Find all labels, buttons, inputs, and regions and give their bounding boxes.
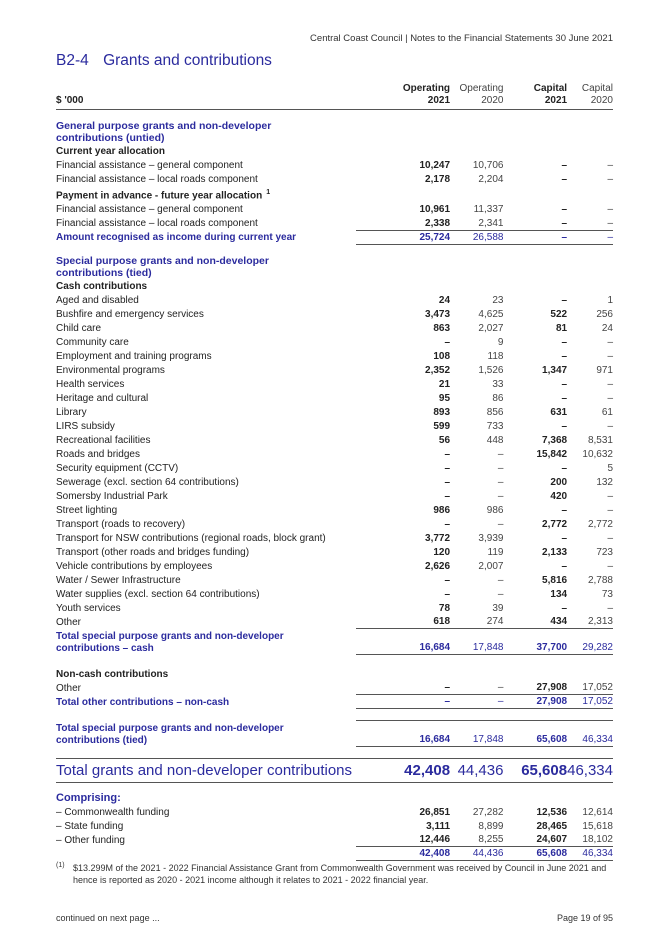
comprising-heading-text: Comprising:	[56, 791, 121, 804]
current-year-heading	[56, 144, 613, 158]
value-capital-2021: –	[561, 560, 568, 572]
row-label: Financial assistance – general component	[56, 160, 243, 171]
value-operating-2020: 4,625	[478, 308, 504, 320]
value-operating-2020: 986	[486, 504, 504, 516]
table-row	[56, 545, 613, 559]
table-row	[56, 531, 613, 545]
table-row	[56, 321, 613, 335]
value-capital-2021: 7,368	[542, 434, 568, 446]
value-capital-2021: –	[561, 392, 568, 404]
value-capital-2020: 24	[601, 322, 613, 334]
value-operating-2020: 44,436	[450, 759, 503, 783]
value-capital-2020: –	[607, 336, 613, 348]
row-label: – State funding	[56, 820, 124, 832]
row-label: Employment and training programs	[56, 350, 212, 362]
value-capital-2021: –	[561, 462, 568, 474]
table-row	[56, 349, 613, 363]
value-operating-2021: –	[444, 574, 451, 586]
table-row	[56, 158, 613, 172]
value-operating-2021: 24	[438, 294, 451, 306]
table-row	[56, 293, 613, 307]
value-operating-2021: 2,352	[425, 364, 451, 376]
cash-contributions-heading-text: Cash contributions	[56, 280, 148, 292]
footnote	[56, 862, 616, 886]
table-row	[56, 559, 613, 573]
value-operating-2021: 2,338	[425, 217, 451, 229]
value-operating-2020: 118	[487, 350, 504, 362]
value-operating-2020: 39	[492, 602, 504, 614]
value-operating-2021: –	[444, 518, 451, 530]
value-capital-2020: 971	[596, 364, 613, 376]
value-operating-2021: 863	[433, 322, 451, 334]
value-capital-2020: –	[607, 490, 613, 502]
row-label: Library	[56, 406, 87, 418]
value-operating-2021: 3,111	[426, 820, 451, 832]
value-operating-2021: 3,772	[425, 532, 451, 544]
row-label: Bushfire and emergency services	[56, 308, 204, 320]
units-label: $ '000	[56, 83, 356, 110]
value-operating-2021: 10,961	[419, 204, 451, 216]
value-operating-2021: 21	[438, 378, 451, 390]
value-capital-2021: 28,465	[536, 820, 568, 832]
row-label: Transport (roads to recovery)	[56, 518, 186, 530]
value-operating-2021: 16,684	[356, 721, 450, 747]
value-operating-2021: –	[444, 588, 451, 600]
table-row	[56, 405, 613, 419]
value-operating-2021: 986	[433, 504, 451, 516]
value-capital-2021: –	[503, 230, 567, 244]
table-row	[56, 461, 613, 475]
value-operating-2020: –	[497, 462, 504, 474]
section-title	[56, 52, 272, 70]
value-operating-2020: 26,588	[450, 230, 503, 244]
value-capital-2021: 65,608	[503, 759, 567, 783]
value-operating-2021: 12,446	[419, 834, 451, 846]
spacer	[56, 709, 613, 721]
value-capital-2020: –	[607, 217, 613, 229]
value-operating-2020: –	[450, 695, 503, 709]
value-operating-2020: 733	[486, 420, 504, 432]
row-label: Security equipment (CCTV)	[56, 462, 179, 474]
value-operating-2021: 26,851	[419, 806, 451, 818]
footnote-marker: (1)	[56, 862, 65, 869]
value-capital-2020: –	[607, 560, 613, 572]
value-operating-2020: 8,255	[478, 834, 504, 846]
row-label: – Commonwealth funding	[56, 806, 170, 818]
value-capital-2020: 46,334	[567, 721, 613, 747]
noncash-heading-text: Non-cash contributions	[56, 668, 169, 680]
value-capital-2021: –	[561, 160, 568, 171]
table-row	[56, 391, 613, 405]
table-row	[56, 517, 613, 531]
value-operating-2020: 3,939	[478, 532, 504, 544]
value-capital-2020: –	[567, 230, 613, 244]
value-operating-2021: –	[444, 490, 451, 502]
value-capital-2020: 73	[601, 588, 613, 600]
table-row	[56, 601, 613, 615]
row-label: Heritage and cultural	[56, 392, 149, 404]
value-operating-2020: –	[497, 588, 504, 600]
row-label: Health services	[56, 378, 125, 390]
row-label: Community care	[56, 336, 129, 348]
value-capital-2020: 2,313	[587, 616, 613, 628]
table-row	[56, 202, 613, 216]
value-operating-2020: 17,848	[450, 629, 503, 655]
value-operating-2021: 618	[433, 616, 451, 628]
value-operating-2021: 95	[438, 392, 451, 404]
table-row	[56, 433, 613, 447]
value-capital-2021: –	[561, 378, 568, 390]
row-label: Water / Sewer Infrastructure	[56, 574, 181, 586]
value-capital-2020: 132	[596, 476, 613, 488]
general-total-row	[56, 230, 613, 244]
row-label: Other	[56, 682, 82, 694]
value-capital-2020: 2,772	[587, 518, 613, 530]
row-label: Total other contributions – non-cash	[56, 696, 230, 708]
col-capital-2020: Capital 2020	[567, 83, 613, 110]
row-label: Transport for NSW contributions (regional roads, block grant)	[56, 532, 326, 544]
value-capital-2021: 631	[550, 406, 568, 418]
value-capital-2021: –	[561, 420, 568, 432]
row-label: – Other funding	[56, 834, 125, 846]
value-capital-2021: 522	[550, 308, 568, 320]
value-capital-2020: –	[607, 350, 613, 362]
value-operating-2020: –	[497, 448, 504, 460]
value-operating-2020: 23	[492, 294, 504, 306]
value-capital-2020: 723	[596, 546, 613, 558]
value-capital-2021: 434	[550, 616, 568, 628]
table-row	[56, 573, 613, 587]
row-label: Somersby Industrial Park	[56, 490, 168, 502]
value-capital-2020: –	[607, 204, 613, 216]
total-cash-row	[56, 629, 613, 655]
row-label: Aged and disabled	[56, 294, 139, 306]
value-capital-2020: –	[607, 602, 613, 614]
grand-total-row	[56, 759, 613, 783]
general-purpose-heading-text: General purpose grants and non-developer contributions (untied)	[56, 120, 272, 144]
table-row	[56, 363, 613, 377]
row-label: Transport (other roads and bridges funding)	[56, 546, 250, 558]
value-capital-2020: –	[607, 532, 613, 544]
row-label: Vehicle contributions by employees	[56, 560, 213, 572]
value-capital-2021: –	[561, 532, 568, 544]
value-capital-2021: 420	[550, 490, 568, 502]
row-label: Sewerage (excl. section 64 contributions)	[56, 476, 239, 488]
row-label: Environmental programs	[56, 364, 165, 376]
value-capital-2021: 134	[550, 588, 568, 600]
table-row	[56, 681, 613, 695]
value-capital-2020: 61	[601, 406, 613, 418]
value-capital-2020: –	[607, 174, 613, 185]
section-number: B2-4	[56, 52, 89, 69]
row-label: Youth services	[56, 602, 121, 614]
spacer	[56, 747, 613, 759]
value-operating-2021: 16,684	[356, 629, 450, 655]
table-row	[56, 419, 613, 433]
value-capital-2021: 1,347	[542, 364, 568, 376]
current-year-heading-text: Current year allocation	[56, 146, 165, 157]
spacer-cell	[56, 747, 613, 759]
table-header-row	[56, 83, 613, 110]
spacer	[56, 655, 613, 667]
value-capital-2021: –	[561, 294, 568, 306]
value-operating-2021: –	[356, 695, 450, 709]
advance-payment-heading-text: Payment in advance - future year allocation $^1$	[56, 189, 271, 202]
grants-table	[56, 83, 613, 861]
value-operating-2021: 2,626	[425, 560, 451, 572]
table-row	[56, 833, 613, 847]
special-purpose-heading-text: Special purpose grants and non-developer contributions (tied)	[56, 254, 269, 279]
value-capital-2021: –	[561, 602, 568, 614]
value-capital-2020: 10,632	[582, 448, 613, 460]
col-operating-2021: Operating 2021	[356, 83, 450, 110]
value-capital-2020: 46,334	[567, 847, 613, 861]
value-operating-2021: 42,408	[356, 759, 450, 783]
value-capital-2020: 46,334	[567, 759, 613, 783]
continued-note: continued on next page ...	[56, 913, 160, 923]
row-label: Street lighting	[56, 504, 118, 516]
value-operating-2020: 44,436	[450, 847, 503, 861]
value-capital-2020: 8,531	[587, 434, 613, 446]
value-capital-2021: 37,700	[503, 629, 567, 655]
value-capital-2021: –	[561, 217, 568, 229]
value-capital-2021: 2,133	[542, 546, 568, 558]
value-operating-2020: –	[497, 518, 504, 530]
value-operating-2020: 27,282	[472, 806, 504, 818]
value-operating-2021: 2,178	[425, 174, 451, 185]
value-operating-2021: 108	[433, 350, 451, 362]
special-purpose-heading	[56, 244, 613, 279]
row-label: Total special purpose grants and non-developer contributions – cash	[56, 630, 284, 654]
value-operating-2020: 1,526	[478, 364, 504, 376]
cash-contributions-heading	[56, 279, 613, 293]
page-number: Page 19 of 95	[556, 913, 613, 923]
spacer-cell	[56, 655, 613, 667]
comprising-total-row	[56, 847, 613, 861]
row-label: Other	[56, 616, 82, 628]
value-capital-2020: 29,282	[567, 629, 613, 655]
row-label: LIRS subsidy	[56, 420, 115, 432]
value-operating-2021: 3,473	[425, 308, 451, 320]
value-capital-2021: 200	[550, 476, 568, 488]
value-capital-2020: 17,052	[567, 695, 613, 709]
footnote-text: $13.299M of the 2021 - 2022 Financial Assistance Grant from Commonwealth Government was received by Council in June 2021 and hence is reported as 2020 - 2021 income although it relates to 2021 - 2022 financial year.	[73, 863, 607, 885]
table-row	[56, 447, 613, 461]
value-capital-2021: –	[561, 204, 568, 216]
row-label: Water supplies (excl. section 64 contributions)	[56, 588, 260, 600]
table-row	[56, 216, 613, 230]
value-operating-2021: 25,724	[356, 230, 450, 244]
value-capital-2021: 24,607	[536, 834, 568, 846]
row-label: Total grants and non-developer contributions	[56, 759, 356, 783]
value-operating-2020: 86	[492, 392, 504, 404]
value-operating-2020: 10,706	[472, 160, 504, 171]
table-row	[56, 805, 613, 819]
value-capital-2021: –	[561, 504, 568, 516]
value-operating-2020: 33	[492, 378, 504, 390]
total-tied-row	[56, 721, 613, 747]
value-capital-2020: –	[607, 392, 613, 404]
value-capital-2020: 15,618	[582, 820, 613, 832]
row-label: Recreational facilities	[56, 434, 151, 446]
value-capital-2021: –	[561, 336, 568, 348]
value-capital-2021: 2,772	[542, 518, 568, 530]
value-operating-2020: 448	[486, 434, 504, 446]
row-label: Financial assistance – local roads component	[56, 174, 258, 185]
table-row	[56, 489, 613, 503]
row-label: Roads and bridges	[56, 448, 140, 460]
value-capital-2021: 15,842	[536, 448, 568, 460]
value-capital-2021: –	[561, 174, 568, 185]
value-capital-2021: 65,608	[503, 721, 567, 747]
value-operating-2020: 274	[486, 616, 504, 628]
row-label: Amount recognised as income during current year	[56, 232, 297, 244]
total-noncash-row	[56, 695, 613, 709]
value-operating-2020: 11,337	[473, 204, 504, 216]
value-operating-2020: 9	[497, 336, 504, 348]
value-capital-2020: –	[607, 160, 613, 171]
value-operating-2021: 893	[433, 406, 451, 418]
value-operating-2020: –	[497, 476, 504, 488]
value-capital-2020: 12,614	[582, 806, 613, 818]
value-capital-2021: 27,908	[536, 682, 568, 694]
value-capital-2020: 256	[596, 308, 613, 320]
value-operating-2021: –	[444, 448, 451, 460]
value-capital-2021: 12,536	[536, 806, 568, 818]
general-purpose-heading	[56, 110, 613, 145]
row-label: Financial assistance – local roads component	[56, 218, 258, 230]
table-row	[56, 475, 613, 489]
table-row	[56, 377, 613, 391]
row-label: Total special purpose grants and non-developer contributions (tied)	[56, 722, 284, 746]
advance-payment-heading	[56, 186, 613, 202]
value-operating-2020: 2,027	[478, 322, 504, 334]
table-row	[56, 335, 613, 349]
spacer-cell	[56, 709, 613, 721]
table-row	[56, 307, 613, 321]
value-capital-2021: –	[561, 350, 568, 362]
table-row	[56, 819, 613, 833]
table-row	[56, 172, 613, 186]
table-row	[56, 503, 613, 517]
value-operating-2020: 856	[486, 406, 504, 418]
value-capital-2020: 18,102	[582, 834, 613, 846]
value-operating-2020: –	[497, 682, 504, 694]
value-operating-2021: 120	[433, 546, 451, 558]
row-label: Child care	[56, 322, 102, 334]
value-capital-2020: –	[607, 504, 613, 516]
value-operating-2021: –	[444, 682, 451, 694]
row-label: Financial assistance – general component	[56, 204, 243, 216]
table-row	[56, 587, 613, 601]
col-operating-2020: Operating 2020	[450, 83, 503, 110]
value-operating-2020: 8,899	[478, 820, 504, 832]
col-capital-2021: Capital 2021	[503, 83, 567, 110]
document-header: Central Coast Council | Notes to the Financial Statements 30 June 2021	[310, 33, 613, 44]
value-capital-2020: –	[607, 378, 613, 390]
row-label	[56, 847, 356, 861]
value-capital-2021: 5,816	[542, 574, 568, 586]
value-operating-2020: 2,007	[478, 560, 504, 572]
value-operating-2021: –	[444, 476, 451, 488]
value-capital-2020: 17,052	[582, 682, 613, 694]
value-capital-2020: 5	[607, 462, 613, 474]
table-row	[56, 615, 613, 629]
value-operating-2021: 10,247	[419, 160, 451, 171]
comprising-heading	[56, 783, 613, 805]
value-capital-2020: –	[607, 420, 613, 432]
value-operating-2021: –	[444, 462, 451, 474]
noncash-heading	[56, 667, 613, 681]
value-operating-2020: 119	[487, 546, 504, 558]
value-operating-2021: 42,408	[356, 847, 450, 861]
footnote-ref: 1	[266, 189, 271, 196]
value-operating-2020: 2,204	[478, 174, 504, 185]
value-operating-2021: –	[444, 336, 451, 348]
value-operating-2020: –	[497, 574, 504, 586]
value-capital-2021: 27,908	[503, 695, 567, 709]
value-operating-2021: 78	[438, 602, 451, 614]
value-capital-2020: 2,788	[587, 574, 613, 586]
section-title-text: Grants and contributions	[103, 52, 272, 69]
value-operating-2020: –	[497, 490, 504, 502]
value-capital-2020: 1	[607, 294, 613, 306]
value-operating-2020: 2,341	[478, 217, 504, 229]
value-operating-2021: 599	[433, 420, 451, 432]
value-operating-2021: 56	[438, 434, 451, 446]
value-capital-2021: 65,608	[503, 847, 567, 861]
value-capital-2021: 81	[555, 322, 568, 334]
value-operating-2020: 17,848	[450, 721, 503, 747]
